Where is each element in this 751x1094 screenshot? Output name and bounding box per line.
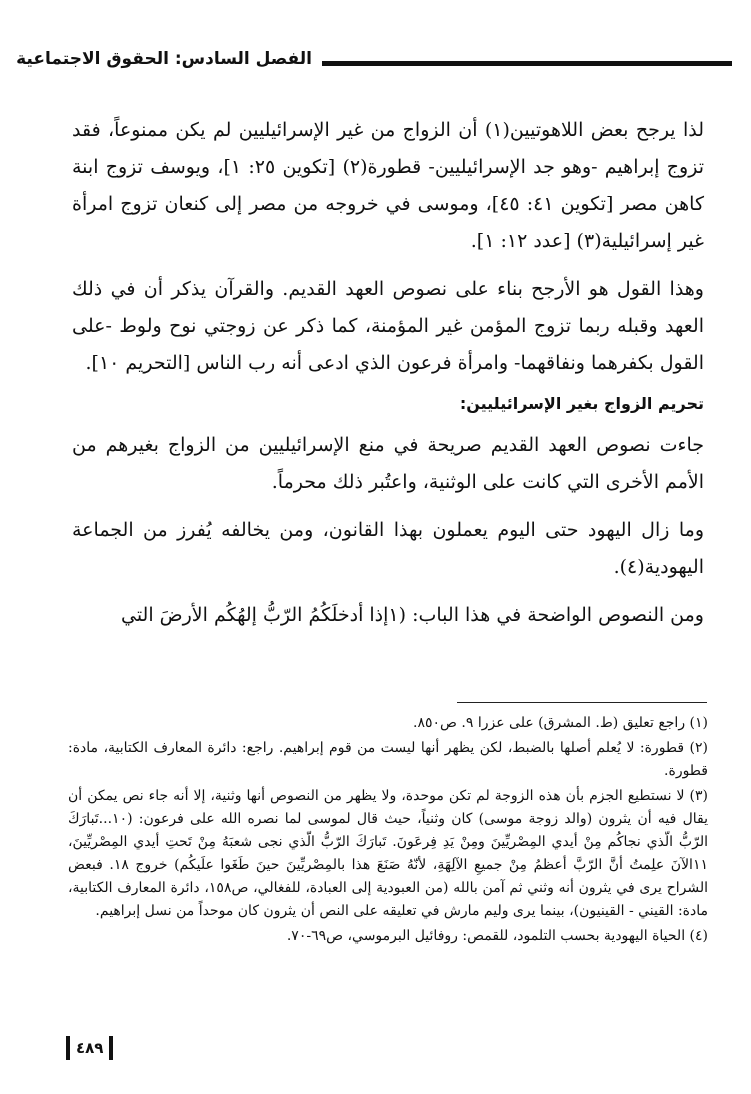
footnote-1: (١) راجع تعليق (ط. المشرق) على عزرا ٩. ص٨٥٠. <box>413 715 708 731</box>
footnote-3: (٣) لا نستطيع الجزم بأن هذه الزوجة لم تكن موحدة، ولا يظهر من النصوص أنها وثنية، إلا أنه جاء نص يمكن أن يقال فيه أن يثرون (والد زوجة موسى) كان وثنياً، حيث قال لموسى لما نصره الله على فرعون: (١٠...تَبارَكَ الرّبُّ الّذي نجاكُم مِنْ أيدي المِصْريِّينَ ومِنْ يَدِ فِرعَونَ. تَبارَكَ الرّبُّ الّذي نجى شعبَهُ مِنْ تَحتِ أيدي المِصْريِّينَ، ١١الآنَ علِمتُ أنَّ الرّبَّ أعظمُ مِنْ جميعِ الآلِهَةِ، لأنّهُ صَنَعَ هذا بالمِصْريِّينَ حينَ طَغَوا علَيكُم) خروج ١٨. فبعض الشراح يرى في يثرون أنه وثني ثم آمن بالله (من العبودية إلى العبادة، للفغالي، ص١٥٨، دائرة المعارف الكتابية، مادة: القيني - القينيون)، بينما يرى وليم مارش في تعليقه على النص أن يثرون كان موحداً من نسل إبراهيم. <box>68 788 708 919</box>
section-subheading: تحريم الزواج بغير الإسرائيليين: <box>459 394 704 413</box>
paragraph-5: ومن النصوص الواضحة في هذا الباب: (١إذا أدخلَكُمُ الرّبُّ إلهُكُم الأرضَ التي <box>120 604 704 626</box>
paragraph-4: وما زال اليهود حتى اليوم يعملون بهذا القانون، ومن يخالفه يُفرز من الجماعة اليهودية(٤). <box>72 519 704 578</box>
running-header <box>16 44 732 74</box>
footnote-4: (٤) الحياة اليهودية بحسب التلمود، للقمص: روفائيل البرموسي، ص٦٩-٧٠. <box>286 928 708 944</box>
paragraph-3: جاءت نصوص العهد القديم صريحة في منع الإسرائيليين من الزواج بغيرهم من الأمم الأخرى التي كانت على الوثنية، واعتُبر ذلك محرماً. <box>72 434 704 493</box>
paragraph-1: لذا يرجح بعض اللاهوتيين(١) أن الزواج من غير الإسرائيليين لم يكن ممنوعاً، فقد تزوج إبراهيم -وهو جد الإسرائيليين- قطورة(٢) [تكوين ٢٥: ١]، ويوسف تزوج ابنة كاهن مصر [تكوين ٤١: ٤٥]، وموسى في خروجه من مصر إلى كنعان تزوج امرأة غير إسرائيلية(٣) [عدد ١٢: ١]. <box>72 119 704 252</box>
footnotes <box>68 712 708 950</box>
paragraph-2: وهذا القول هو الأرجح بناء على نصوص العهد القديم. والقرآن يذكر أن في ذلك العهد وقبله ربما تزوج المؤمن غير المؤمنة، كما ذكر عن زوجتي نوح ولوط -على القول بكفرهما ونفاقهما- وامرأة فرعون الذي ادعى أنه رب الناس [التحريم ١٠]. <box>72 278 704 374</box>
header-rule <box>322 61 732 66</box>
footnote-2: (٢) قطورة: لا يُعلم أصلها بالضبط، لكن يظهر أنها ليست من قوم إبراهيم. راجع: دائرة المعارف الكتابية، مادة: قطورة. <box>68 740 708 779</box>
page-number: ٤٨٩ <box>66 1036 113 1060</box>
main-text <box>72 112 704 645</box>
chapter-title: الفصل السادس: الحقوق الاجتماعية <box>16 49 312 69</box>
footnote-separator <box>457 702 707 703</box>
